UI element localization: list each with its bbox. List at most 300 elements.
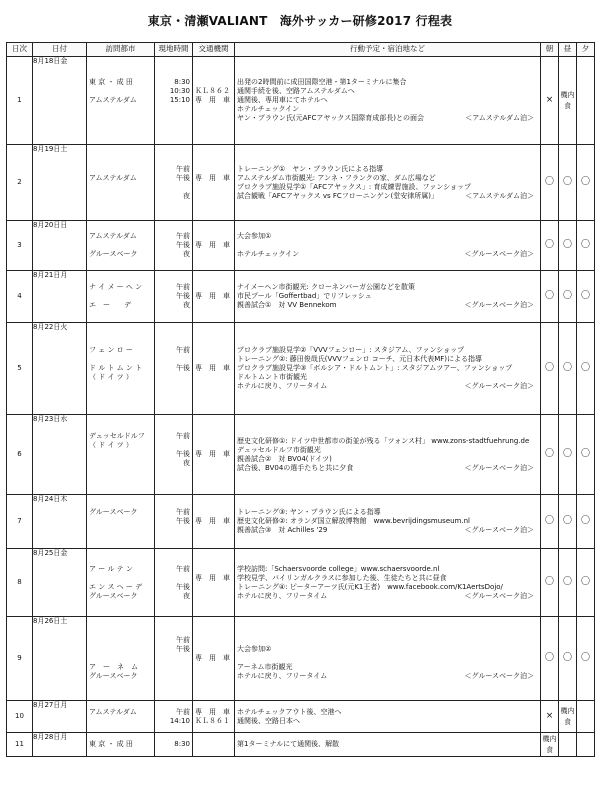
time-cell: [155, 701, 193, 733]
transport-line: [195, 232, 232, 241]
meal-mark: 〇: [580, 177, 590, 188]
transport-line: [195, 565, 232, 574]
meal-mark: 〇: [562, 449, 572, 460]
date-cell: [33, 733, 87, 757]
meal-mark: 〇: [562, 577, 572, 588]
stay-label: [534, 232, 538, 241]
times-line: 夜: [183, 591, 190, 600]
table-row: [7, 271, 595, 323]
cities-line: 東 京 ・ 成 田: [89, 78, 133, 86]
cities-line: [89, 165, 152, 174]
schedule-line: [237, 192, 538, 201]
schedule-line: [237, 346, 538, 355]
schedule-text: プロクラブ施設見学②「VVVフェンロー」: スタジアム、ファンショップ: [237, 346, 465, 354]
transport-line: [195, 468, 232, 477]
transport-line: [195, 192, 232, 201]
schedule-text: ヤン・ブラウン氏(元AFCアヤックス国際育成部長)との面会: [237, 114, 425, 122]
transport-line: [195, 355, 232, 364]
time-cell: [155, 57, 193, 145]
cities-line: [89, 717, 152, 726]
cities-line: [89, 459, 152, 468]
itinerary-table: [6, 42, 595, 757]
transport-cell: [193, 415, 235, 495]
stay-label: ＜グルースベーク泊＞: [464, 301, 534, 309]
schedule-line: [237, 241, 538, 250]
transport-line: 専 用 車: [195, 517, 230, 525]
stay-label: [534, 508, 538, 517]
table-row: [7, 549, 595, 617]
schedule-line: [237, 654, 538, 663]
cell-text: 4: [17, 292, 22, 301]
schedule-line: [237, 708, 538, 717]
meal-mark: 〇: [580, 449, 590, 460]
transport-line: [195, 459, 232, 468]
stay-label: ＜グルースベーク泊＞: [464, 250, 534, 258]
cell-text: 8月25日金: [33, 549, 68, 557]
meal-breakfast-cell: [541, 617, 559, 701]
cities-line: グルースベーク: [89, 508, 138, 516]
times-line: [157, 468, 190, 477]
transport-cell: [193, 495, 235, 549]
cities-line: [89, 241, 152, 250]
day-number-cell: [7, 323, 33, 415]
cities-line: デュッセルドルフ: [89, 432, 145, 440]
meal-mark: 機内食: [560, 707, 575, 726]
day-number-cell: [7, 733, 33, 757]
schedule-line: [237, 574, 538, 583]
cities-line: 東 京 ・ 成 田: [89, 740, 133, 748]
stay-label: [534, 78, 538, 87]
meal-dinner-cell: [577, 495, 595, 549]
table-row: [7, 415, 595, 495]
times-line: [157, 183, 190, 192]
schedule-line: [237, 508, 538, 517]
transport-line: [195, 592, 232, 601]
schedule-text: 大会参加①: [237, 232, 272, 240]
meal-mark: 〇: [544, 653, 554, 664]
meal-mark: 〇: [580, 240, 590, 251]
transport-line: [195, 645, 232, 654]
schedule-line: [237, 183, 538, 192]
times-line: [157, 382, 190, 391]
transport-line: 専 用 車: [195, 573, 230, 582]
header-row: [7, 43, 595, 57]
schedule-text: デュッセルドルフ市街観光: [237, 445, 321, 454]
schedule-line: [237, 382, 538, 391]
table-row: [7, 701, 595, 733]
schedule-line: [237, 96, 538, 105]
stay-label: ＜グルースベーク泊＞: [464, 382, 534, 390]
schedule-line: [237, 364, 538, 373]
times-line: [157, 672, 190, 681]
schedule-line: [237, 565, 538, 574]
meal-mark: 〇: [544, 240, 554, 251]
cities-line: [89, 654, 152, 663]
cities-line: [89, 517, 152, 526]
meal-dinner-cell: [577, 145, 595, 221]
schedule-line: [237, 301, 538, 310]
meal-mark: 〇: [562, 291, 572, 302]
cities-line: [89, 105, 152, 114]
cities-line: エ ン ス へ ー デ: [89, 582, 143, 591]
times-line: [157, 574, 190, 583]
schedule-text: 歴史文化研修①: ドイツ中世都市の街並が残る「ツォンス村」 www.zons-stadtfuehrung.de: [237, 436, 530, 445]
meal-breakfast-cell: [541, 57, 559, 145]
schedule-line: [237, 592, 538, 601]
schedule-cell: [235, 415, 541, 495]
schedule-line: [237, 740, 538, 749]
header-local-time: 現地時間: [155, 43, 193, 57]
times-line: [157, 114, 190, 123]
meal-lunch-cell: [559, 617, 577, 701]
schedule-text: 試合観戦「AFCアヤックス vs FCフローニンゲン(堂安律所属)」: [237, 191, 438, 200]
cities-line: [89, 636, 152, 645]
schedule-text: 大会参加②: [237, 645, 272, 653]
stay-label: ＜グルースベーク泊＞: [464, 463, 534, 472]
itinerary-body: [7, 57, 595, 757]
times-line: [157, 355, 190, 364]
cities-line: [89, 526, 152, 535]
cities-line: [89, 87, 152, 96]
cell-text: 11: [15, 740, 24, 749]
stay-label: [534, 96, 538, 105]
cities-line: ナ イ メ ー ヘ ン: [89, 283, 143, 291]
stay-label: [534, 346, 538, 355]
schedule-text: トレーニング④: ピーターアーツ氏(元K1王者) www.facebook.com/K1AertsDojo/: [237, 582, 503, 591]
cell-text: 8月21日月: [33, 271, 68, 279]
stay-label: [534, 583, 538, 592]
cell-text: 8月18日金: [33, 57, 68, 65]
times-line: 夜: [183, 191, 190, 200]
cell-text: 8月19日土: [33, 145, 68, 153]
city-cell: [87, 415, 155, 495]
meal-breakfast-cell: [541, 549, 559, 617]
schedule-text: 歴史文化研修②: オランダ国立解放博物館 www.bevrijdingsmuseum.nl: [237, 517, 470, 525]
header-transport: 交通機関: [193, 43, 235, 57]
transport-line: [195, 441, 232, 450]
meal-mark: 〇: [580, 653, 590, 664]
times-line: 午前: [176, 636, 190, 644]
cities-line: [89, 114, 152, 123]
schedule-line: [237, 292, 538, 301]
schedule-text: ホテルチェックイン: [237, 250, 300, 258]
stay-label: ＜グルースベーク泊＞: [464, 591, 534, 600]
cities-line: [89, 192, 152, 201]
stay-label: [534, 165, 538, 174]
stay-label: [534, 283, 538, 292]
schedule-cell: [235, 221, 541, 271]
times-line: [157, 441, 190, 450]
cities-line: [89, 468, 152, 477]
header-date: 日付: [33, 43, 87, 57]
cities-line: [89, 450, 152, 459]
meal-lunch-cell: [559, 221, 577, 271]
city-cell: [87, 57, 155, 145]
meal-mark: 〇: [544, 291, 554, 302]
meal-mark: 機内食: [542, 735, 557, 754]
transport-line: [195, 526, 232, 535]
stay-label: [534, 446, 538, 455]
cities-line: [89, 645, 152, 654]
stay-label: [534, 241, 538, 250]
times-line: 午前: [176, 283, 190, 291]
transport-cell: [193, 549, 235, 617]
cities-line: （ ド イ ツ ）: [89, 373, 133, 381]
transport-line: [195, 672, 232, 681]
schedule-text: トレーニング③: ヤン・ブラウン氏による指導: [237, 508, 381, 516]
meal-mark: ×: [545, 95, 554, 106]
transport-cell: [193, 733, 235, 757]
header-lunch: 昼: [559, 43, 577, 57]
times-line: 10:30: [169, 87, 190, 95]
stay-label: [534, 87, 538, 96]
meal-lunch-cell: [559, 145, 577, 221]
meal-mark: 〇: [562, 516, 572, 527]
cities-line: （ ド イ ツ ）: [89, 441, 133, 449]
transport-line: 専 用 車: [195, 364, 230, 372]
transport-line: [195, 105, 232, 114]
transport-line: 専 用 車: [195, 241, 230, 249]
schedule-line: [237, 232, 538, 241]
schedule-text: 通関後、空路日本へ: [237, 716, 300, 725]
schedule-text: ホテルに戻り、フリータイム: [237, 591, 328, 600]
time-cell: [155, 415, 193, 495]
schedule-line: [237, 464, 538, 473]
cell-text: 2: [17, 178, 22, 187]
cities-line: グルースベーク: [89, 591, 138, 600]
date-cell: [33, 271, 87, 323]
times-line: 8:30: [174, 78, 190, 86]
header-breakfast: 朝: [541, 43, 559, 57]
day-number-cell: [7, 701, 33, 733]
table-row: [7, 495, 595, 549]
stay-label: ＜グルースベーク泊＞: [464, 526, 534, 534]
day-number-cell: [7, 549, 33, 617]
cities-line: ア ー ル テ ン: [89, 564, 133, 573]
meal-breakfast-cell: [541, 145, 559, 221]
stay-label: [534, 355, 538, 364]
schedule-line: [237, 165, 538, 174]
times-line: 夜: [183, 250, 190, 258]
meal-dinner-cell: [577, 57, 595, 145]
meal-dinner-cell: [577, 733, 595, 757]
meal-breakfast-cell: [541, 495, 559, 549]
schedule-text: 通関手続を後、空路アムステルダムへ: [237, 87, 355, 95]
times-line: [157, 654, 190, 663]
meal-dinner-cell: [577, 415, 595, 495]
stay-label: [534, 565, 538, 574]
cities-line: アムステルダム: [89, 173, 137, 182]
day-number-cell: [7, 495, 33, 549]
day-number-cell: [7, 415, 33, 495]
date-cell: [33, 495, 87, 549]
schedule-text: 親善試合① 対 VV Bennekom: [237, 301, 337, 309]
schedule-line: [237, 355, 538, 364]
times-line: 午後: [176, 450, 190, 458]
transport-cell: [193, 271, 235, 323]
stay-label: ＜アムステルダム泊＞: [465, 114, 534, 122]
date-cell: [33, 617, 87, 701]
meal-lunch-cell: [559, 495, 577, 549]
schedule-line: [237, 78, 538, 87]
meal-dinner-cell: [577, 323, 595, 415]
transport-line: ＫＬ８６１: [195, 716, 230, 725]
time-cell: [155, 495, 193, 549]
transport-cell: [193, 323, 235, 415]
schedule-line: [237, 87, 538, 96]
transport-cell: [193, 617, 235, 701]
meal-lunch-cell: [559, 323, 577, 415]
cell-text: 3: [17, 241, 22, 250]
times-line: 午前: [176, 432, 190, 440]
table-row: [7, 323, 595, 415]
stay-label: [534, 708, 538, 717]
schedule-text: 学校訪問:「Schaersvoorde college」www.schaersvoorde.nl: [237, 564, 440, 573]
meal-lunch-cell: [559, 701, 577, 733]
transport-line: [195, 165, 232, 174]
day-number-cell: [7, 221, 33, 271]
times-line: 午前: [176, 164, 190, 173]
city-cell: [87, 701, 155, 733]
cities-line: フ ェ ン ロ ー: [89, 346, 133, 354]
date-cell: [33, 549, 87, 617]
meal-breakfast-cell: [541, 733, 559, 757]
schedule-line: [237, 174, 538, 183]
meal-dinner-cell: [577, 701, 595, 733]
meal-mark: 〇: [562, 240, 572, 251]
transport-line: [195, 432, 232, 441]
stay-label: [534, 455, 538, 464]
schedule-line: [237, 114, 538, 123]
times-line: 14:10: [169, 716, 190, 725]
transport-cell: [193, 221, 235, 271]
transport-line: [195, 636, 232, 645]
meal-mark: 〇: [580, 363, 590, 374]
header-schedule: 行動予定・宿泊地など: [235, 43, 541, 57]
schedule-text: ナイメーヘン市街観光: クローネンバーガ公園などを散策: [237, 283, 416, 291]
schedule-text: プロクラブ施設見学①「AFCアヤックス」: 育成練習施設、ファンショップ: [237, 182, 472, 191]
cell-text: 9: [17, 654, 22, 663]
transport-line: 専 用 車: [195, 96, 230, 104]
stay-label: [534, 437, 538, 446]
schedule-line: [237, 105, 538, 114]
schedule-text: トレーニング① ヤン・ブラウン氏による指導: [237, 164, 384, 173]
table-row: [7, 57, 595, 145]
day-number-cell: [7, 617, 33, 701]
times-line: 午前: [176, 232, 190, 240]
header-city: 訪問都市: [87, 43, 155, 57]
cities-line: アムステルダム: [89, 96, 137, 104]
schedule-text: 親善試合② 対 BV04(ドイツ): [237, 454, 332, 463]
transport-line: [195, 346, 232, 355]
city-cell: [87, 495, 155, 549]
time-cell: [155, 323, 193, 415]
schedule-line: [237, 583, 538, 592]
times-line: 午後: [176, 292, 190, 300]
city-cell: [87, 221, 155, 271]
schedule-line: [237, 645, 538, 654]
schedule-line: [237, 717, 538, 726]
cell-text: 6: [17, 450, 22, 459]
day-number-cell: [7, 57, 33, 145]
meal-breakfast-cell: [541, 271, 559, 323]
table-row: [7, 145, 595, 221]
meal-mark: 〇: [544, 449, 554, 460]
city-cell: [87, 549, 155, 617]
schedule-line: [237, 663, 538, 672]
meal-mark: 〇: [562, 653, 572, 664]
meal-lunch-cell: [559, 415, 577, 495]
stay-label: [534, 517, 538, 526]
schedule-text: ドルトムント市街観光: [237, 373, 307, 381]
stay-label: [534, 105, 538, 114]
header-day-number: 日次: [7, 43, 33, 57]
date-cell: [33, 415, 87, 495]
schedule-cell: [235, 495, 541, 549]
meal-mark: 〇: [544, 363, 554, 374]
cities-line: [89, 382, 152, 391]
meal-mark: 〇: [580, 577, 590, 588]
transport-line: [195, 283, 232, 292]
schedule-line: [237, 526, 538, 535]
schedule-line: [237, 672, 538, 681]
cities-line: [89, 292, 152, 301]
schedule-text: 第1ターミナルにて通関後、解散: [237, 740, 340, 748]
schedule-line: [237, 250, 538, 259]
times-line: 午前: [176, 508, 190, 516]
meal-mark: 機内食: [560, 91, 575, 110]
cell-text: 7: [17, 517, 22, 526]
schedule-cell: [235, 549, 541, 617]
times-line: 午後: [176, 582, 190, 591]
schedule-text: プロクラブ施設見学③「ボルシア・ドルトムント」: スタジアムツアー、ファンショップ: [237, 364, 513, 372]
meal-breakfast-cell: [541, 221, 559, 271]
meal-mark: 〇: [580, 516, 590, 527]
stay-label: ＜アムステルダム泊＞: [465, 191, 534, 200]
meal-breakfast-cell: [541, 701, 559, 733]
table-row: [7, 221, 595, 271]
table-row: [7, 733, 595, 757]
meal-dinner-cell: [577, 549, 595, 617]
cell-text: 1: [17, 96, 22, 105]
cities-line: グルースベーク: [89, 250, 138, 258]
schedule-cell: [235, 57, 541, 145]
transport-line: [195, 183, 232, 192]
date-cell: [33, 57, 87, 145]
city-cell: [87, 733, 155, 757]
times-line: 午後: [176, 241, 190, 249]
city-cell: [87, 145, 155, 221]
schedule-line: [237, 437, 538, 446]
transport-line: [195, 78, 232, 87]
times-line: 15:10: [169, 96, 190, 104]
cities-line: アムステルダム: [89, 232, 137, 240]
city-cell: [87, 271, 155, 323]
meal-lunch-cell: [559, 271, 577, 323]
schedule-text: ホテルに戻り、フリータイム: [237, 382, 328, 390]
cities-line: [89, 574, 152, 583]
times-line: [157, 663, 190, 672]
schedule-cell: [235, 145, 541, 221]
transport-cell: [193, 145, 235, 221]
schedule-cell: [235, 733, 541, 757]
schedule-text: 市民プール「Goffertbad」でリフレッシュ: [237, 292, 372, 300]
schedule-text: 学校見学、バイリンガルクラスに参加した後、生徒たちと共に昼食: [237, 573, 447, 582]
table-row: [7, 617, 595, 701]
schedule-text: 親善試合③ 対 Achilles '29: [237, 526, 328, 534]
schedule-cell: [235, 271, 541, 323]
schedule-text: アーネム市街観光: [237, 663, 293, 671]
